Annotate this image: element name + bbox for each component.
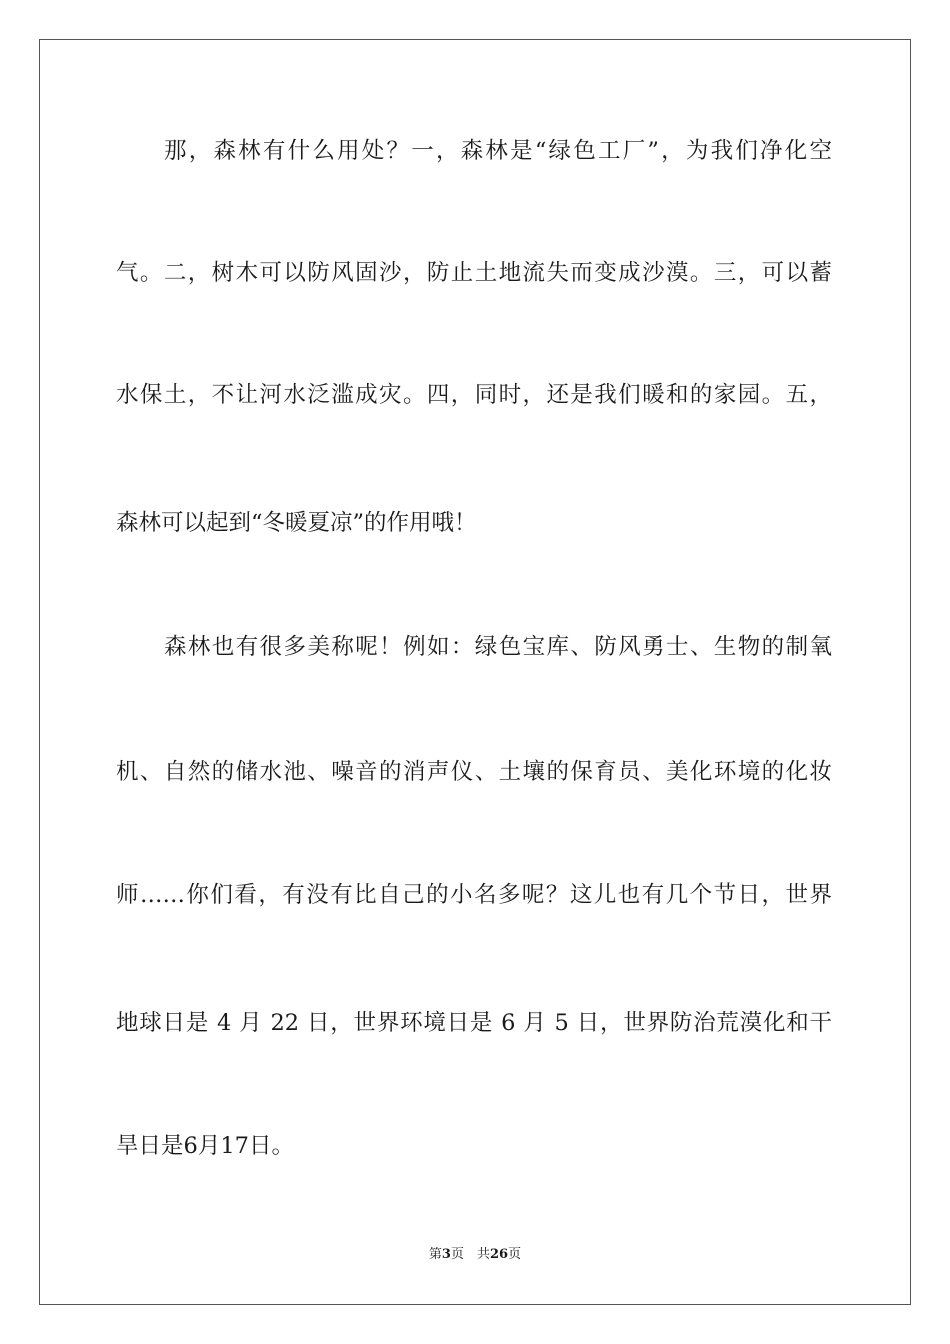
paragraph-2-line-5: 旱日是6月17日。 [116,1133,294,1159]
paragraph-2-line-1: 森林也有很多美称呢！例如：绿色宝库、防风勇士、生物的制氧 [164,634,832,660]
footer-middle: 页 共 [450,1247,490,1262]
paragraph-1-line-4: 森林可以起到“冬暖夏凉”的作用哦！ [116,510,477,536]
total-pages-number: 26 [489,1247,509,1262]
page-footer [0,1246,950,1264]
paragraph-2-line-2: 机、自然的储水池、噪音的消声仪、土壤的保育员、美化环境的化妆 [116,759,832,785]
current-page-number: 3 [441,1247,451,1262]
paragraph-2-line-3: 师……你们看，有没有比自己的小名多呢？这儿也有几个节日，世界 [116,882,832,908]
footer-suffix: 页 [508,1247,522,1262]
paragraph-1-line-3: 水保土，不让河水泛滥成灾。四，同时，还是我们暖和的家园。五， [116,382,832,408]
page-border [39,39,911,1305]
footer-prefix: 第 [428,1247,442,1262]
paragraph-1-line-2: 气。二，树木可以防风固沙，防止土地流失而变成沙漠。三，可以蓄 [116,260,832,286]
paragraph-1-line-1: 那，森林有什么用处？一，森林是“绿色工厂”，为我们净化空 [164,138,832,164]
paragraph-2-line-4: 地球日是 4 月 22 日，世界环境日是 6 月 5 日，世界防治荒漠化和干 [116,1010,832,1036]
